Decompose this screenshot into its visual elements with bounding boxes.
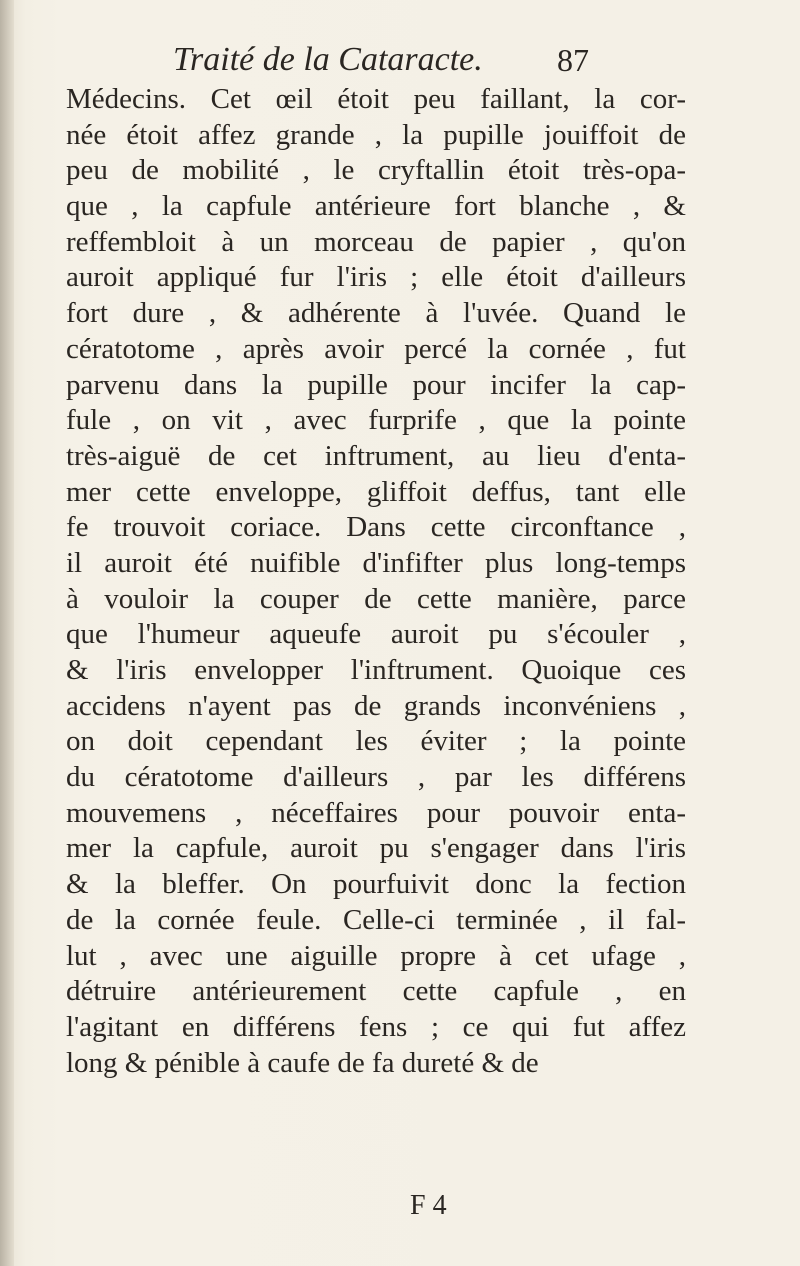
text-line: & l'iris envelopper l'inftrument. Quoique ces (66, 654, 686, 686)
page-number: 87 (557, 42, 589, 78)
text-line: long & pénible à caufe de fa dureté & de (66, 1046, 539, 1079)
text-line: lut , avec une aiguille propre à cet ufage , (66, 939, 686, 972)
text-line: & la bleffer. On pourfuivit donc la fection (66, 868, 686, 901)
page-header (60, 38, 760, 82)
text-line: née étoit affez grande , la pupille jouiffoit de (66, 118, 686, 151)
text-line: de la cornée feule. Celle-ci terminée , il fal- (66, 903, 686, 936)
text-line: on doit cependant les éviter ; la pointe (66, 725, 686, 758)
text-line: cératotome , après avoir percé la cornée , fut (66, 332, 686, 365)
text-line: détruire antérieurement cette capfule , en (66, 975, 686, 1008)
text-line: fort dure , & adhérente à l'uvée. Quand le (66, 297, 686, 330)
text-line: peu de mobilité , le cryftallin étoit très-opa- (66, 154, 686, 187)
text-line: du cératotome d'ailleurs , par les différens (66, 761, 686, 794)
text-line: reffembloit à un morceau de papier , qu'on (66, 225, 686, 258)
text-line: que l'humeur aqueufe auroit pu s'écouler , (66, 618, 686, 651)
running-title: Traité de la Cataracte. (173, 41, 483, 78)
body-text (66, 82, 686, 1081)
text-line: parvenu dans la pupille pour incifer la cap- (66, 368, 686, 401)
signature-mark: F 4 (410, 1190, 447, 1221)
text-line: l'agitant en différens fens ; ce qui fut affez (66, 1010, 686, 1043)
text-line: mer cette enveloppe, gliffoit deffus, tant elle (66, 475, 686, 508)
text-line: auroit appliqué fur l'iris ; elle étoit d'ailleurs (66, 261, 686, 294)
text-line: Médecins. Cet œil étoit peu faillant, la cor- (66, 83, 686, 115)
text-line: mer la capfule, auroit pu s'engager dans l'iris (66, 832, 686, 865)
text-line: mouvemens , néceffaires pour pouvoir enta- (66, 796, 686, 829)
binding-gutter (0, 0, 14, 1266)
text-line: il auroit été nuifible d'infifter plus long-temps (66, 546, 686, 579)
text-line: fule , on vit , avec furprife , que la pointe (66, 404, 686, 437)
text-line: très-aiguë de cet inftrument, au lieu d'enta- (66, 439, 686, 472)
text-line: à vouloir la couper de cette manière, parce (66, 582, 686, 615)
text-line: que , la capfule antérieure fort blanche , & (66, 190, 686, 223)
text-line: accidens n'ayent pas de grands inconvéniens , (66, 689, 686, 722)
text-line: fe trouvoit coriace. Dans cette circonftance , (66, 511, 686, 544)
